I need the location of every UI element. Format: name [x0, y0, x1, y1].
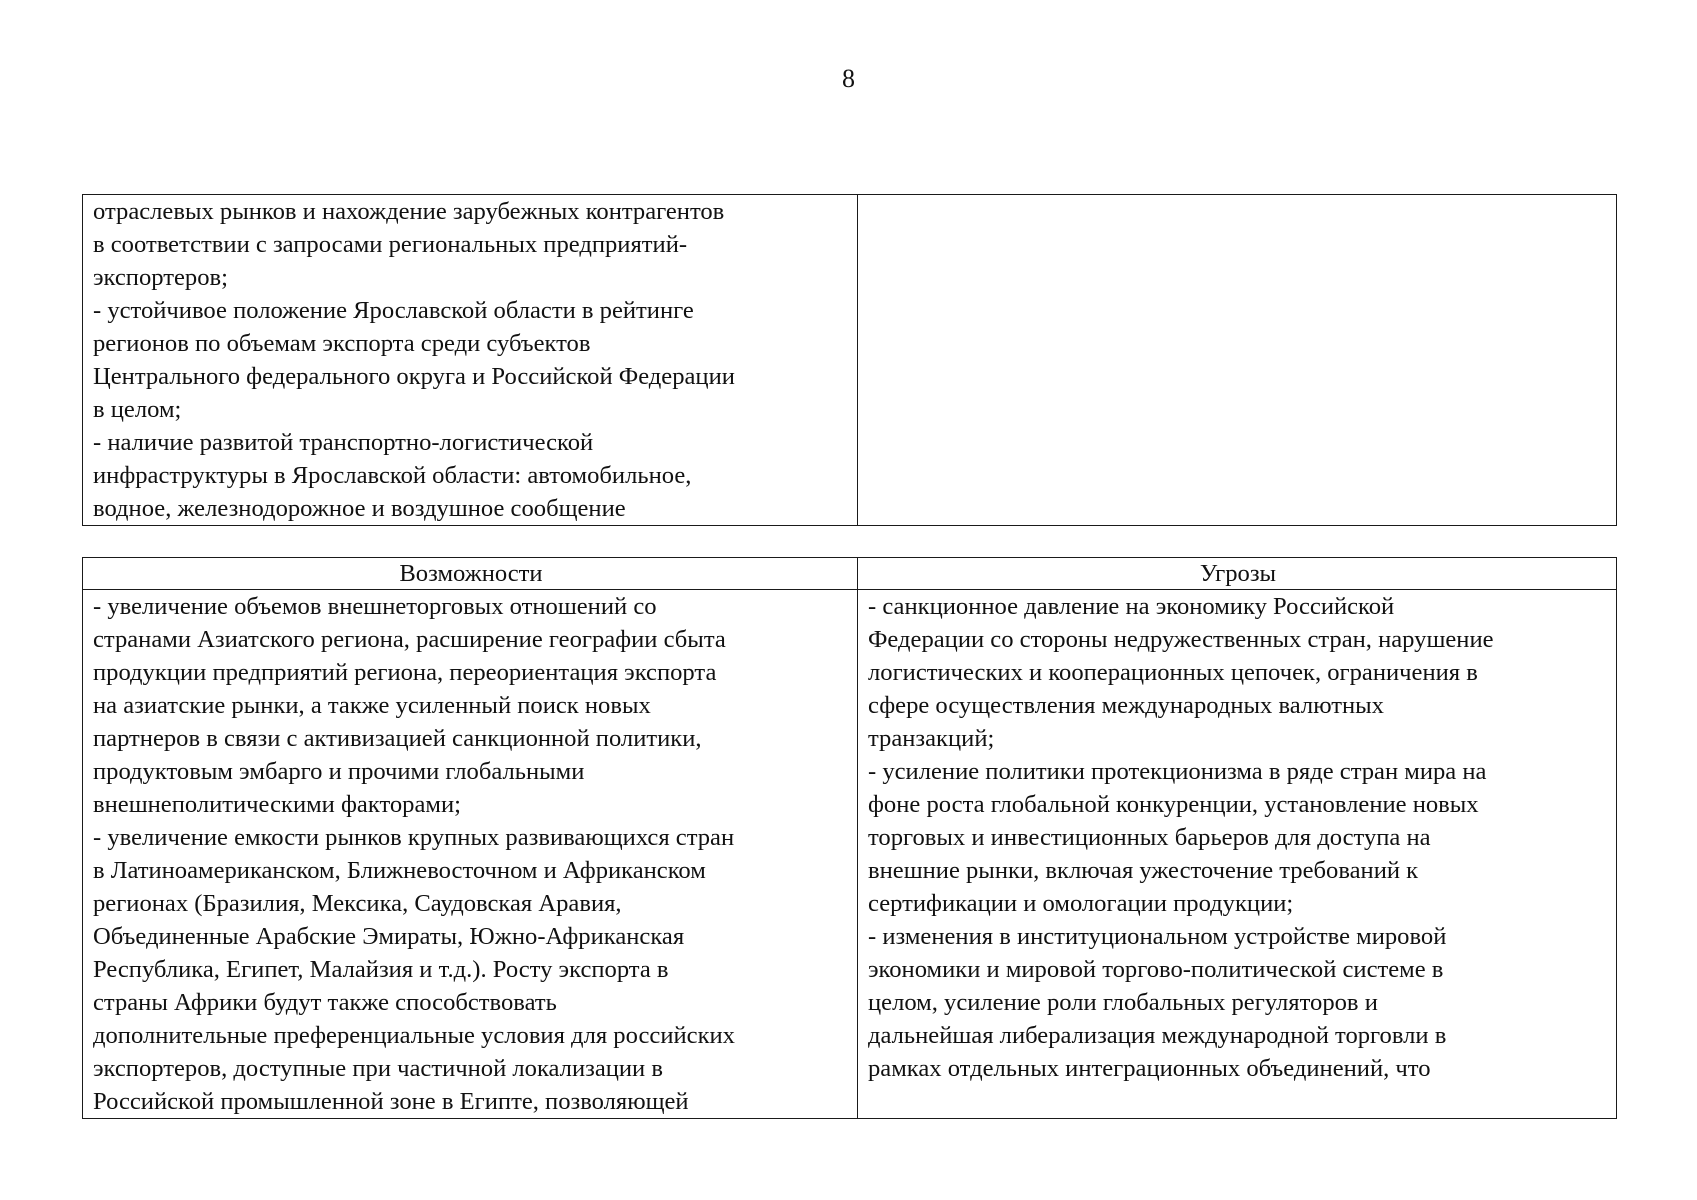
text-line: регионов по объемам экспорта среди субъектов: [93, 330, 591, 357]
text-line: отраслевых рынков и нахождение зарубежных контрагентов: [93, 198, 725, 225]
text-line: целом, усиление роли глобальных регуляторов и: [868, 989, 1378, 1016]
text-line: продуктовым эмбарго и прочими глобальными: [93, 758, 585, 785]
text-line: - санкционное давление на экономику Российской: [868, 593, 1395, 620]
table-row: [83, 590, 1617, 1119]
table-row: [83, 195, 1617, 526]
text-line: экспортеров;: [93, 264, 228, 291]
text-line: - изменения в институциональном устройстве мировой: [868, 923, 1447, 950]
text-line: продукции предприятий региона, переориентация экспорта: [93, 659, 717, 686]
text-line: торговых и инвестиционных барьеров для доступа на: [868, 824, 1431, 851]
opportunities-header: Возможности: [83, 558, 858, 590]
text-line: Федерации со стороны недружественных стран, нарушение: [868, 626, 1494, 653]
strengths-table-continued: [82, 194, 1617, 526]
text-line: в целом;: [93, 396, 182, 423]
text-line: регионах (Бразилия, Мексика, Саудовская Аравия,: [93, 890, 622, 917]
text-line: - увеличение емкости рынков крупных развивающихся стран: [93, 824, 735, 851]
page-number: 8: [842, 64, 855, 93]
text-line: Объединенные Арабские Эмираты, Южно-Африканская: [93, 923, 685, 950]
text-line: экономики и мировой торгово-политической системе в: [868, 956, 1444, 983]
text-line: сертификации и омологации продукции;: [868, 890, 1294, 917]
text-line: транзакций;: [868, 725, 995, 752]
text-line: водное, железнодорожное и воздушное сообщение: [93, 495, 626, 522]
text-line: дальнейшая либерализация международной торговли в: [868, 1022, 1447, 1049]
text-line: странами Азиатского региона, расширение географии сбыта: [93, 626, 726, 653]
text-line: логистических и кооперационных цепочек, ограничения в: [868, 659, 1478, 686]
text-line: - усиление политики протекционизма в ряде стран мира на: [868, 758, 1487, 785]
text-line: Российской промышленной зоне в Египте, позволяющей: [93, 1088, 689, 1115]
table-header-row: [83, 558, 1617, 590]
text-line: внешние рынки, включая ужесточение требований к: [868, 857, 1419, 884]
weaknesses-cell: [858, 195, 1617, 526]
text-line: Республика, Египет, Малайзия и т.д.). Росту экспорта в: [93, 956, 669, 983]
text-line: - наличие развитой транспортно-логистической: [93, 429, 594, 456]
text-line: в соответствии с запросами региональных предприятий-: [93, 231, 688, 258]
text-line: - увеличение объемов внешнеторговых отношений со: [93, 593, 657, 620]
text-line: сфере осуществления международных валютных: [868, 692, 1384, 719]
opportunities-threats-table: [82, 557, 1617, 1119]
text-line: страны Африки будут также способствовать: [93, 989, 557, 1016]
strengths-cell: [83, 195, 858, 526]
text-line: на азиатские рынки, а также усиленный поиск новых: [93, 692, 651, 719]
threats-cell: [858, 590, 1617, 1119]
text-line: инфраструктуры в Ярославской области: автомобильное,: [93, 462, 692, 489]
text-line: Центрального федерального округа и Российской Федерации: [93, 363, 735, 390]
opportunities-cell: [83, 590, 858, 1119]
text-line: фоне роста глобальной конкуренции, установление новых: [868, 791, 1479, 818]
text-line: экспортеров, доступные при частичной локализации в: [93, 1055, 663, 1082]
threats-header: Угрозы: [858, 558, 1617, 590]
text-line: в Латиноамериканском, Ближневосточном и Африканском: [93, 857, 706, 884]
text-line: внешнеполитическими факторами;: [93, 791, 461, 818]
text-line: партнеров в связи с активизацией санкционной политики,: [93, 725, 702, 752]
text-line: дополнительные преференциальные условия для российских: [93, 1022, 735, 1049]
text-line: рамках отдельных интеграционных объединений, что: [868, 1055, 1431, 1082]
text-line: - устойчивое положение Ярославской области в рейтинге: [93, 297, 694, 324]
